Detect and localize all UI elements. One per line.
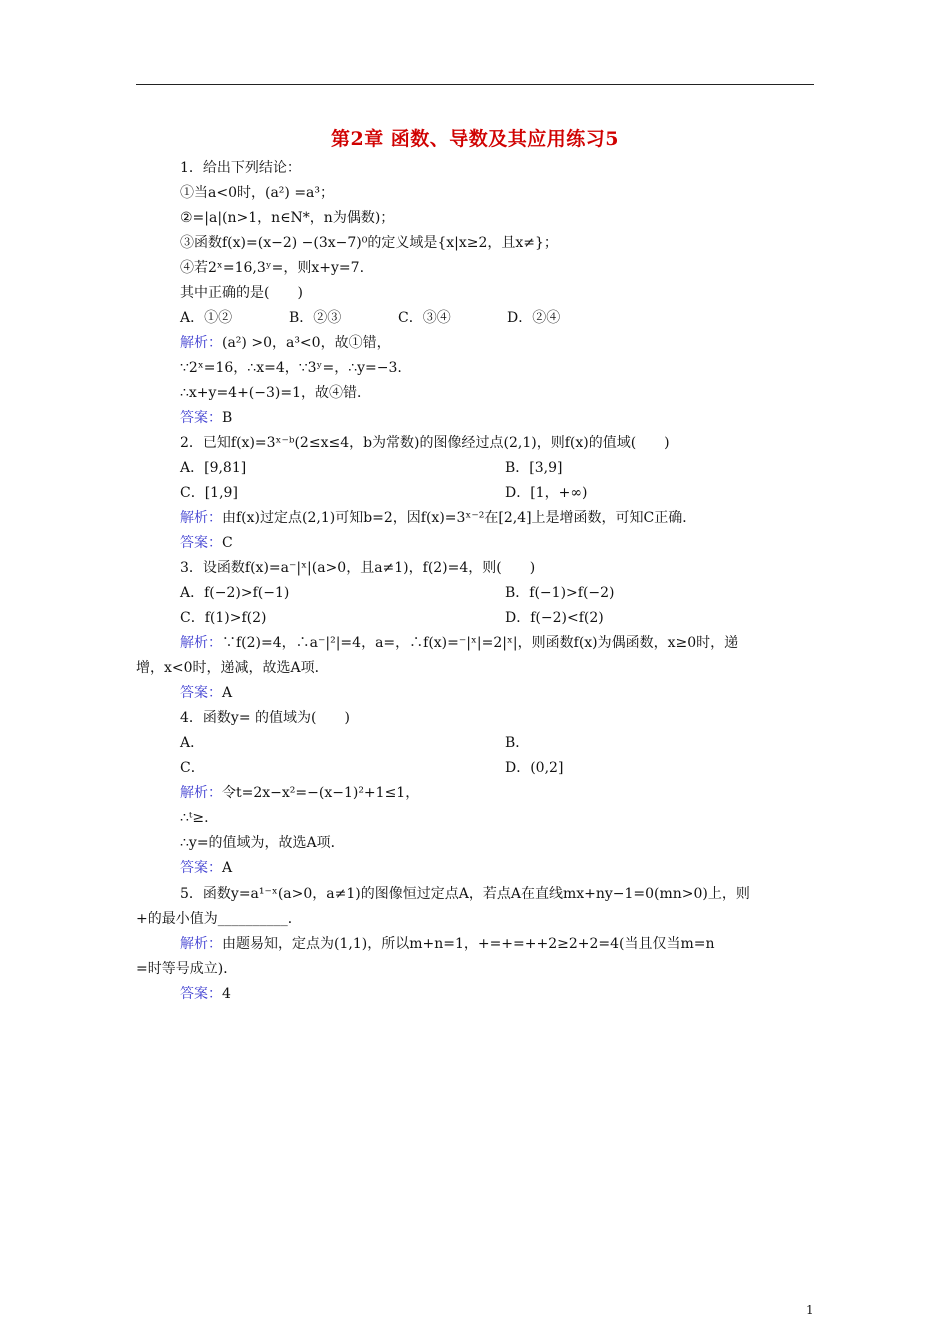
analysis-label: 解析： [180,335,222,351]
q3-analysis-text: ∵f(2)=4，∴a⁻|²|=4，a=，∴f(x)=⁻|ˣ|=2|ˣ|，则函数f(x)为偶函数，x≥0时，递 [222,635,739,651]
q5-stem-1: 5．函数y=a¹⁻ˣ(a>0，a≠1)的图像恒过定点A，若点A在直线mx+ny−1=0(mn>0)上，则 [180,886,750,902]
q2-option-c: C．[1,9] [180,485,238,501]
analysis-label: 解析： [180,510,222,526]
answer-label: 答案： [180,986,222,1002]
analysis-label: 解析： [180,785,222,801]
q1-option-b: B．②③ [289,310,342,326]
q2-answer [180,533,233,553]
q1-answer-value: B [222,410,233,426]
answer-label: 答案： [180,410,222,426]
q1-option-d: D．②④ [507,310,561,326]
answer-label: 答案： [180,685,222,701]
q5-analysis-text: 由题易知，定点为(1,1)，所以m+n=1，+=+=++2≥2+2=4(当且仅当m=n [222,936,715,952]
page-number: 1 [806,1303,814,1317]
q1-analysis-1 [180,333,391,353]
q2-analysis [180,508,696,528]
q4-answer-value: A [222,860,233,876]
answer-label: 答案： [180,860,222,876]
q3-stem: 3．设函数f(x)=a⁻|ˣ|(a>0，且a≠1)，f(2)=4，则( ) [180,560,536,576]
q5-analysis-2: =时等号成立)． [136,961,238,977]
q4-option-b: B． [505,735,530,751]
q1-option-a: A．①② [180,310,233,326]
q3-option-b: B．f(−1)>f(−2) [505,585,615,601]
q5-answer-value: 4 [222,986,231,1002]
q4-option-c: C． [180,760,205,776]
q4-option-d: D．(0,2] [505,760,564,776]
q3-option-a: A．f(−2)>f(−1) [180,585,290,601]
q4-stem: 4．函数y= 的值域为( ) [180,710,350,726]
q1-analysis-text: (a²) >0，a³<0，故①错， [222,335,391,351]
q4-option-a: A． [180,735,205,751]
q1-ask: 其中正确的是( ) [180,285,303,301]
header-rule [136,84,814,85]
q4-analysis-2: ∴ᵗ≥. [180,810,209,826]
q1-statement-2: ②=|a|(n>1，n∈N*，n为偶数)； [180,210,395,226]
answer-label: 答案： [180,535,222,551]
page-title: 第2章 函数、导数及其应用练习5 [330,128,620,150]
q1-analysis-3: ∴x+y=4+(−3)=1，故④错． [180,385,372,401]
q2-answer-value: C [222,535,233,551]
analysis-label: 解析： [180,635,222,651]
q5-answer [180,984,231,1004]
q2-option-b: B．[3,9] [505,460,563,476]
q1-answer [180,408,232,428]
q4-analysis-1 [180,783,419,803]
q5-stem-2: +的最小值为__________． [136,911,302,927]
q3-analysis-2: 增，x<0时，递减，故选A项． [136,660,329,676]
q2-option-a: A．[9,81] [180,460,247,476]
q1-stem: 1．给出下列结论： [180,160,301,176]
q3-answer-value: A [222,685,233,701]
q2-option-d: D．[1，+∞) [505,485,588,501]
q2-analysis-text: 由f(x)过定点(2,1)可知b=2，因f(x)=3ˣ⁻²在[2,4]上是增函数，可知C正确． [222,510,697,526]
q4-analysis-3: ∴y=的值域为，故选A项． [180,835,345,851]
q1-analysis-2: ∵2ˣ=16，∴x=4，∵3ʸ=，∴y=−3. [180,360,402,376]
q2-stem: 2．已知f(x)=3ˣ⁻ᵇ(2≤x≤4，b为常数)的图像经过点(2,1)，则f(x)的值域( ) [180,435,670,451]
q1-statement-1: ①当a<0时，(a²) =a³； [180,185,335,201]
q3-option-d: D．f(−2)<f(2) [505,610,604,626]
q3-option-c: C．f(1)>f(2) [180,610,267,626]
q3-analysis-1 [180,633,738,653]
q1-option-c: C．③④ [398,310,451,326]
q3-answer [180,683,232,703]
q5-analysis-1 [180,934,715,954]
q4-answer [180,858,232,878]
analysis-label: 解析： [180,936,222,952]
q4-analysis-text: 令t=2x−x²=−(x−1)²+1≤1， [222,785,420,801]
q1-statement-3: ③函数f(x)=(x−2) −(3x−7)⁰的定义域是{x|x≥2，且x≠}； [180,235,558,251]
q1-statement-4: ④若2ˣ=16,3ʸ=，则x+y=7. [180,260,365,276]
